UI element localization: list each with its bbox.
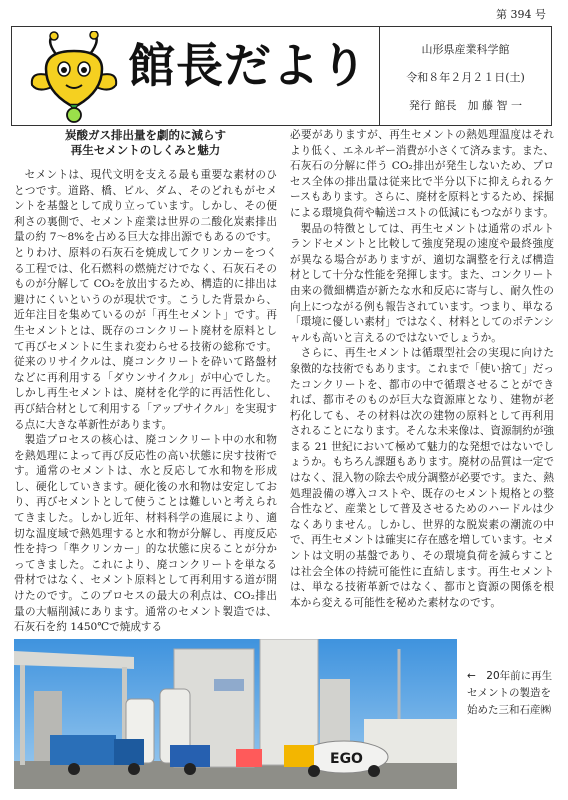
paragraph: さらに、再生セメントは循環型社会の実現に向けた象徴的な技術でもあります。これまで「使い捨て」だったコンクリートを、都市の中で循環させることができれば、都市そのものが巨大な資源庫となり、建物が老朽化しても、その材料は次の建物の原料として再利用されることになります。そんな未来像は、資源制約が強まる 21 世紀において極めて魅力的な発想ではないでしょうか。もちろん課題もあります。廃材の品質は一定ではなく、混入物の除去や成分調整が必要です。また、熱処理設備の導入コストや、既存のセメント規格との整合性など、産業として普及させるためのハードルは少なくありません。しかし、世界的な脱炭素の潮流の中で、再生セメントは確実に存在感を増しています。セメントは文明の基盤であり、その環境負荷を減らすことは社会全体の持続可能性に直結します。再生セメントは、単なる技術革新ではなく、都市と資源の関係を根本から変える可能性を秘めた素材なのです。 [290, 347, 554, 609]
factory-photo [14, 639, 457, 789]
newsletter-title: 館長だより [128, 39, 368, 94]
paragraph: 必要がありますが、再生セメントの熱処理温度はそれより低く、エネルギー消費が小さくて済みます。また、石灰石の分解に伴う CO₂排出が発生しないため、プロセス全体の排出量は従来比で半分以下に抑えられるケースもあります。さらに、廃材を原料とするため、採掘による環境負荷や輸送コストの低減にもつながります。 [290, 129, 554, 219]
headline-line-1: 炭酸ガス排出量を劇的に減らす [65, 128, 226, 142]
paragraph: 製造プロセスの核心は、廃コンクリート中の水和物を熱処理によって再び反応性の高い状態に戻す技術です。通常のセメントは、水と反応して水和物を形成し、硬化していきます。硬化後の水和物は安定しており、再びセメントとして使うことは難しいと考えられてきました。しかし近年、材料科学の進展により、適切な温度域で熱処理すると水和物が分解し、再度反応性を持つ「準クリンカー」的な状態に戻ることが分かってきました。これにより、廃コンクリートを単なる骨材ではなく、セメント原料として再利用する道が開けたのです。このプロセスの最大の利点は、CO₂排出量の大幅削減にあります。通常のセメント製造では、石灰石を約 1450℃で焼成する [14, 434, 277, 634]
paragraph: セメントは、現代文明を支える最も重要な素材のひとつです。道路、橋、ビル、ダム、そのどれもがセメントを基盤として成り立っています。しかし、その便利さの裏側で、セメント産業は世界の二酸化炭素排出量の約 7～8%を占める巨大な排出源でもあるのです。とりわけ、原料の石灰石を焼成してクリンカーをつくる工程では、化石燃料の燃焼だけでなく、石灰石そのものが分解して CO₂を放出するため、構造的に排出は避けにくいというのが現状です。こうした背景から、近年注目を集めているのが「再生セメント」です。再生セメントとは、既存のコンクリート廃材を原料として再びセメントに生まれ変わらせる技術の総称です。従来のリサイクルは、廃コンクリートを砕いて路盤材などに再利用する「ダウンサイクル」が中心でした。しかし再生セメントは、廃材を化学的に再活性化し、再び結合材として利用する「アップサイクル」を実現する点に大きな革新性があります。 [14, 169, 277, 431]
article-column-left [14, 128, 277, 636]
headline-line-2: 再生セメントのしくみと魅力 [70, 143, 221, 157]
organization: 山形県産業科学館 [421, 43, 510, 56]
mascot-icon [26, 31, 122, 123]
masthead [11, 26, 552, 126]
photo-signage-text: EGO [330, 751, 363, 767]
article-column-right [290, 128, 554, 611]
photo-caption: ← 20年前に再生セメントの製造を始めた三和石産㈱ [467, 670, 553, 716]
issue-number: 第 394 号 [496, 8, 546, 21]
paragraph: 製品の特徴としては、再生セメントは通常のポルトランドセメントと比較して強度発現の速度や最終強度が異なる場合がありますが、適切な調整を行えば構造材として十分な性能を発揮します。また、コンクリート由来の微細構造が新たな水和反応に寄与し、耐久性の向上につながる例も報告されています。つまり、単なる「環境に優しい素材」ではなく、材料としてのポテンシャルも高いと言えるのではないでしょうか。 [290, 222, 554, 344]
factory-photo-illustration [14, 639, 457, 789]
article-headline [14, 128, 277, 158]
issue-date: 令和８年２月２１日(土) [406, 71, 525, 84]
author: 発行 館長 加 藤 智 一 [409, 99, 522, 112]
